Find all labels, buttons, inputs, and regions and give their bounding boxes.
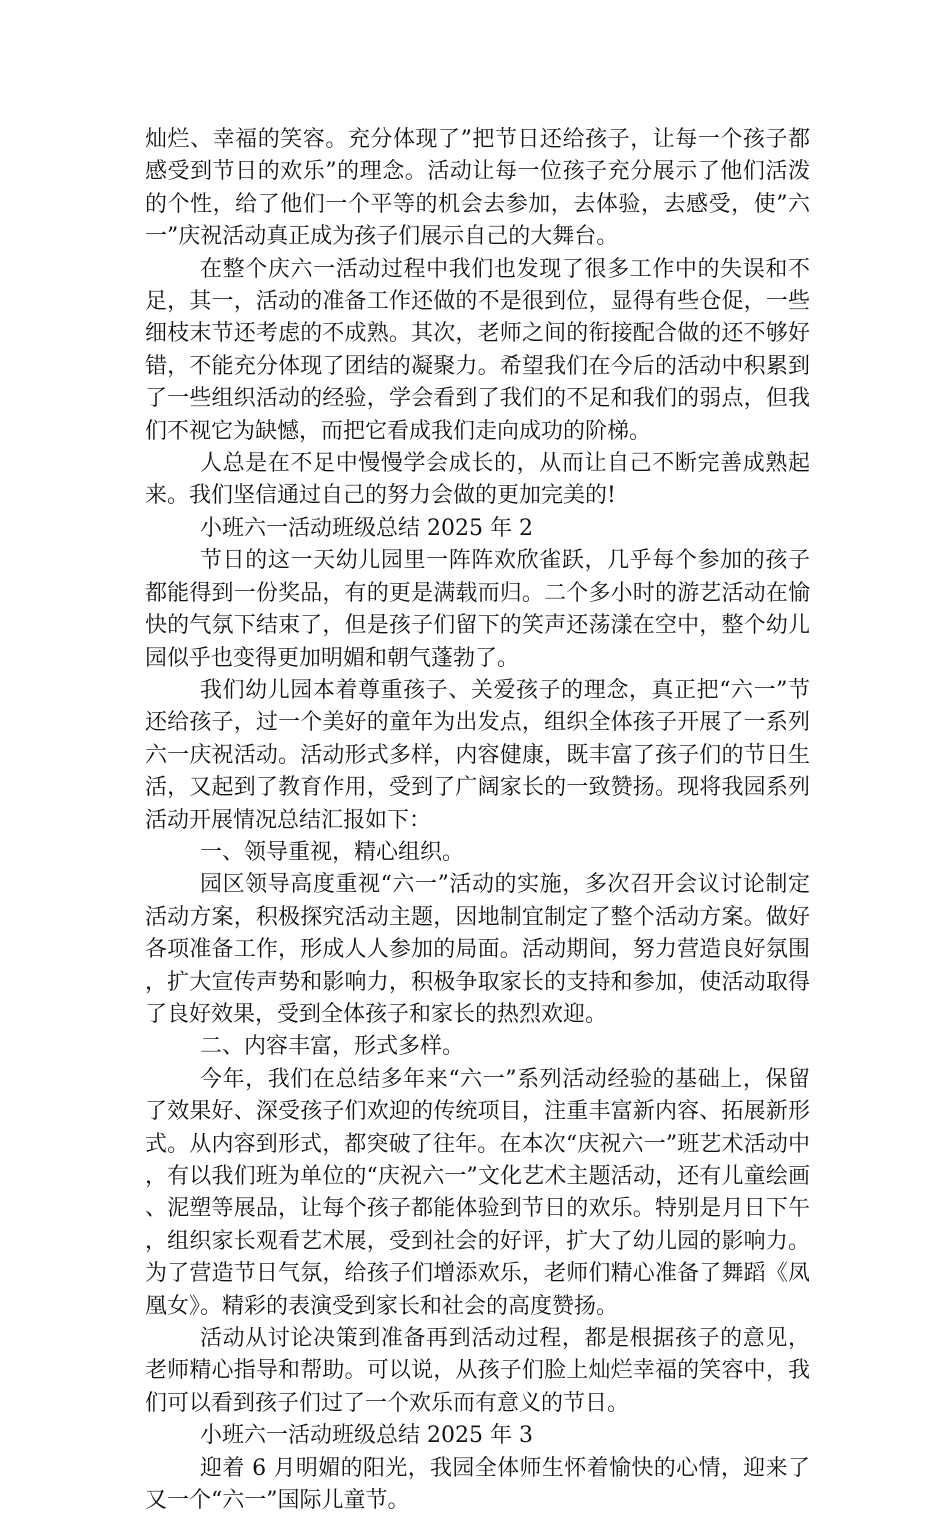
- paragraph: 在整个庆六一活动过程中我们也发现了很多工作中的失误和不足，其一，活动的准备工作还做的不是很到位，显得有些仓促，一些细枝末节还考虑的不成熟。其次，老师之间的衔接配合做的还不够好错，不能充分体现了团结的凝聚力。希望我们在今后的活动中积累到了一些组织活动的经验，学会看到了我们的不足和我们的弱点，但我们不视它为缺憾，而把它看成我们走向成功的阶梯。: [145, 256, 810, 444]
- paragraph: 园区领导高度重视“六一”活动的实施，多次召开会议讨论制定活动方案，积极探究活动主题，因地制宜制定了整个活动方案。做好各项准备工作，形成人人参加的局面。活动期间，努力营造良好氛围，扩大宣传声势和影响力，积极争取家长的支持和参加，使活动取得了良好效果，受到全体孩子和家长的热烈欢迎。: [145, 872, 810, 1027]
- document-body: [145, 124, 810, 1517]
- paragraph: 灿烂、幸福的笑容。充分体现了”把节日还给孩子，让每一个孩子都感受到节日的欢乐”的理念。活动让每一位孩子充分展示了他们活泼的个性，给了他们一个平等的机会去参加，去体验，去感受，使”六一”庆祝活动真正成为孩子们展示自己的大舞台。: [145, 127, 810, 250]
- paragraph: 人总是在不足中慢慢学会成长的，从而让自己不断完善成熟起来。我们坚信通过自己的努力会做的更加完美的!: [145, 451, 810, 509]
- paragraph: 今年，我们在总结多年来“六一”系列活动经验的基础上，保留了效果好、深受孩子们欢迎的传统项目，注重丰富新内容、拓展新形式。从内容到形式，都突破了往年。在本次“庆祝六一”班艺术活动中，有以我们班为单位的“庆祝六一”文化艺术主题活动，还有儿童绘画、泥塑等展品，让每个孩子都能体验到节日的欢乐。特别是月日下午，组织家长观看艺术展，受到社会的好评，扩大了幼儿园的影响力。为了营造节日气氛，给孩子们增添欢乐，老师们精心准备了舞蹈《凤凰女》。精彩的表演受到家长和社会的高度赞扬。: [145, 1066, 810, 1319]
- subsection-heading: 一、领导重视，精心组织。: [200, 839, 465, 865]
- paragraph: 我们幼儿园本着尊重孩子、关爱孩子的理念，真正把“六一”节还给孩子，过一个美好的童年为出发点，组织全体孩子开展了一系列六一庆祝活动。活动形式多样，内容健康，既丰富了孩子们的节日生活，又起到了教育作用，受到了广阔家长的一致赞扬。现将我园系列活动开展情况总结汇报如下：: [145, 677, 810, 833]
- paragraph: 节日的这一天幼儿园里一阵阵欢欣雀跃，几乎每个参加的孩子都能得到一份奖品，有的更是满载而归。二个多小时的游艺活动在愉快的气氛下结束了，但是孩子们留下的笑声还荡漾在空中，整个幼儿园似乎也变得更加明媚和朝气蓬勃了。: [145, 548, 810, 671]
- section-heading: 小班六一活动班级总结 2025 年 2: [200, 515, 533, 541]
- section-heading: 小班六一活动班级总结 2025 年 3: [200, 1423, 533, 1449]
- subsection-heading: 二、内容丰富，形式多样。: [200, 1034, 465, 1060]
- paragraph: 迎着 6 月明媚的阳光，我园全体师生怀着愉快的心情，迎来了又一个“六一”国际儿童节。: [145, 1455, 810, 1514]
- paragraph: 活动从讨论决策到准备再到活动过程，都是根据孩子的意见，老师精心指导和帮助。可以说，从孩子们脸上灿烂幸福的笑容中，我们可以看到孩子们过了一个欢乐而有意义的节日。: [145, 1326, 810, 1416]
